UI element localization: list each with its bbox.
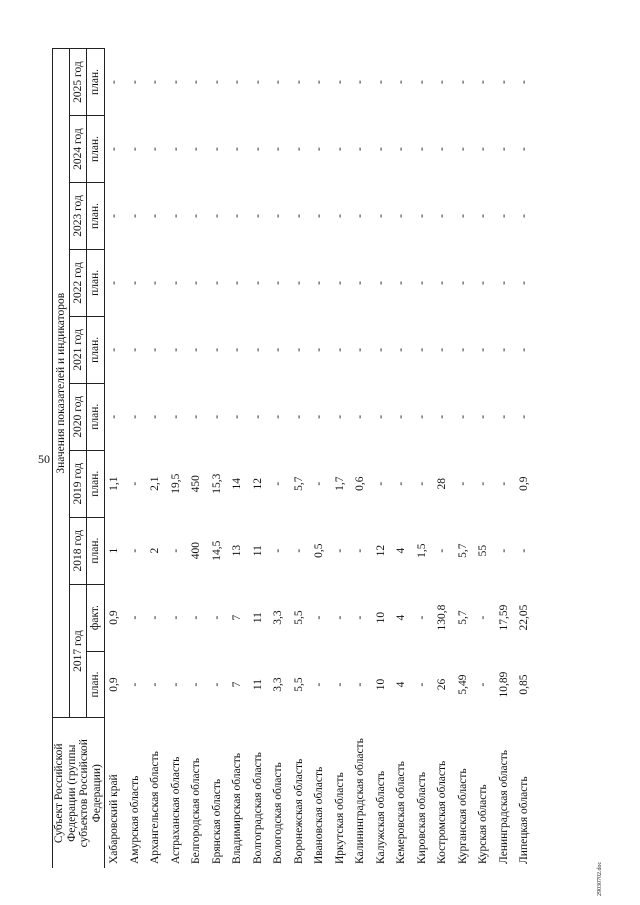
region-name: Иркутская область xyxy=(333,772,346,864)
value-cell: - xyxy=(354,147,367,151)
value-cell: - xyxy=(272,548,285,553)
region-name: Липецкая область xyxy=(518,776,531,864)
value-cell: - xyxy=(251,414,264,419)
value-cell: - xyxy=(108,280,121,285)
table-row xyxy=(187,49,208,869)
value-cell: - xyxy=(210,682,223,687)
value-cell: 4 xyxy=(395,681,408,688)
value-cell: - xyxy=(436,414,449,419)
value-cell: - xyxy=(395,481,408,486)
value-cell: - xyxy=(477,80,490,84)
value-cell: - xyxy=(231,347,244,352)
value-cell: - xyxy=(190,615,203,620)
value-cell: - xyxy=(497,214,510,218)
value-cell: - xyxy=(128,280,141,285)
value-cell: 5,49 xyxy=(456,674,469,695)
value-cell: 5,7 xyxy=(456,610,469,625)
value-cell: 26 xyxy=(436,678,449,691)
table-row xyxy=(351,49,372,869)
value-cell: - xyxy=(169,615,182,620)
value-cell: - xyxy=(108,147,121,151)
value-cell: - xyxy=(477,481,490,486)
value-cell: - xyxy=(354,414,367,419)
value-cell: - xyxy=(518,414,531,419)
value-cell: - xyxy=(395,214,408,218)
value-cell: - xyxy=(477,347,490,352)
value-cell: - xyxy=(313,214,326,218)
value-cell: - xyxy=(456,80,469,84)
value-cell: - xyxy=(149,214,162,218)
value-cell: 0,9 xyxy=(108,677,121,692)
value-cell: - xyxy=(333,147,346,151)
value-cell: - xyxy=(190,682,203,687)
value-cell: 11 xyxy=(251,612,264,624)
subheader-cell: факт. xyxy=(87,584,104,651)
value-cell: - xyxy=(518,147,531,151)
year-header: 2023 год xyxy=(70,183,87,250)
value-cell: - xyxy=(128,682,141,687)
value-cell: - xyxy=(190,347,203,352)
value-cell: 1 xyxy=(108,547,121,554)
value-cell: 4 xyxy=(395,547,408,554)
value-cell: - xyxy=(169,80,182,84)
table-row xyxy=(330,49,351,869)
value-cell: - xyxy=(149,147,162,151)
value-cell: - xyxy=(272,414,285,419)
year-header: 2018 год xyxy=(70,517,87,584)
value-cell: - xyxy=(354,80,367,84)
value-cell: - xyxy=(374,414,387,419)
value-cell: - xyxy=(456,147,469,151)
value-cell: - xyxy=(292,347,305,352)
table-row xyxy=(392,49,413,869)
subheader-cell: план. xyxy=(87,116,104,183)
value-cell: - xyxy=(292,280,305,285)
value-cell: - xyxy=(231,80,244,84)
value-cell: - xyxy=(354,548,367,553)
value-cell: - xyxy=(251,347,264,352)
subject-header: Субъект Российской Федерации (группы субъектов Российской Федерации) xyxy=(53,718,105,868)
value-cell: - xyxy=(415,147,428,151)
value-cell: - xyxy=(415,615,428,620)
table-row xyxy=(433,49,454,869)
value-cell: - xyxy=(497,80,510,84)
value-cell: - xyxy=(128,80,141,84)
value-cell: - xyxy=(169,214,182,218)
value-cell: 12 xyxy=(251,477,264,490)
table-row xyxy=(146,49,167,869)
value-cell: 1,1 xyxy=(108,476,121,491)
value-cell: 0,85 xyxy=(518,674,531,695)
value-cell: 400 xyxy=(190,542,203,560)
value-cell: - xyxy=(313,280,326,285)
page-number: 50 xyxy=(38,452,50,466)
value-cell: 10 xyxy=(374,611,387,624)
region-name: Астраханская область xyxy=(169,756,182,864)
value-cell: - xyxy=(456,414,469,419)
value-cell: - xyxy=(169,682,182,687)
value-cell: 10,89 xyxy=(497,671,510,698)
value-cell: - xyxy=(477,615,490,620)
subheader-cell: план. xyxy=(87,49,104,116)
region-name: Архангельская область xyxy=(149,751,162,864)
value-cell: - xyxy=(456,347,469,352)
value-cell: - xyxy=(251,80,264,84)
value-cell: - xyxy=(128,615,141,620)
value-cell: - xyxy=(169,347,182,352)
table-row xyxy=(125,49,146,869)
year-header: 2025 год xyxy=(70,49,87,116)
value-cell: 12 xyxy=(374,544,387,557)
value-cell: 7 xyxy=(231,614,244,621)
region-name: Ивановская область xyxy=(313,766,326,864)
region-name: Кемеровская область xyxy=(395,761,408,864)
region-name: Калининградская область xyxy=(354,738,367,864)
value-cell: 0,9 xyxy=(518,476,531,491)
region-name: Кировская область xyxy=(415,771,428,864)
subheader-cell: план. xyxy=(87,651,104,718)
year-header: 2022 год xyxy=(70,249,87,316)
region-name: Хабаровский край xyxy=(108,774,121,864)
value-cell: - xyxy=(210,80,223,84)
table-row xyxy=(207,49,228,869)
value-cell: - xyxy=(210,615,223,620)
value-cell: - xyxy=(354,615,367,620)
value-cell: - xyxy=(128,548,141,553)
value-cell: 19,5 xyxy=(169,473,182,494)
value-cell: - xyxy=(190,147,203,151)
value-cell: - xyxy=(292,548,305,553)
region-name: Воронежская область xyxy=(292,758,305,864)
value-cell: - xyxy=(313,481,326,486)
value-cell: - xyxy=(210,414,223,419)
value-cell: - xyxy=(333,214,346,218)
value-cell: 10 xyxy=(374,678,387,691)
table-row xyxy=(310,49,331,869)
region-name: Ленинградская область xyxy=(497,749,510,864)
value-cell: - xyxy=(395,347,408,352)
value-cell: - xyxy=(374,147,387,151)
value-cell: - xyxy=(313,347,326,352)
value-cell: - xyxy=(251,214,264,218)
value-cell: 0,6 xyxy=(354,476,367,491)
value-cell: 2 xyxy=(149,547,162,554)
table-header xyxy=(53,49,105,869)
region-name: Костромская область xyxy=(436,760,449,864)
table-row xyxy=(371,49,392,869)
value-cell: - xyxy=(231,414,244,419)
table-row xyxy=(228,49,249,869)
table-body xyxy=(104,49,535,869)
value-cell: - xyxy=(292,147,305,151)
region-name: Курская область xyxy=(477,784,490,864)
subheader-cell: план. xyxy=(87,450,104,517)
value-cell: - xyxy=(149,414,162,419)
value-cell: - xyxy=(251,147,264,151)
value-cell: - xyxy=(436,147,449,151)
value-cell: - xyxy=(231,214,244,218)
value-cell: - xyxy=(128,347,141,352)
value-cell: - xyxy=(395,280,408,285)
indicators-table xyxy=(52,48,535,868)
value-cell: - xyxy=(436,80,449,84)
value-cell: - xyxy=(497,347,510,352)
value-cell: 17,59 xyxy=(497,604,510,631)
region-name: Белгородская область xyxy=(190,758,203,864)
value-cell: - xyxy=(518,347,531,352)
value-cell: - xyxy=(395,414,408,419)
value-cell: - xyxy=(333,347,346,352)
value-cell: 1,5 xyxy=(415,543,428,558)
table-row xyxy=(515,49,536,869)
value-cell: - xyxy=(333,280,346,285)
value-cell: - xyxy=(108,80,121,84)
value-cell: - xyxy=(128,414,141,419)
value-cell: - xyxy=(128,214,141,218)
value-cell: - xyxy=(333,414,346,419)
table-row xyxy=(248,49,269,869)
value-cell: - xyxy=(497,280,510,285)
value-cell: - xyxy=(292,414,305,419)
value-cell: - xyxy=(436,347,449,352)
value-cell: 450 xyxy=(190,475,203,493)
value-cell: 2,1 xyxy=(149,476,162,491)
table-row xyxy=(289,49,310,869)
value-cell: - xyxy=(149,347,162,352)
value-cell: 28 xyxy=(436,477,449,490)
table-row xyxy=(494,49,515,869)
region-name: Брянская область xyxy=(210,778,223,864)
value-cell: - xyxy=(210,280,223,285)
value-cell: - xyxy=(415,481,428,486)
value-cell: - xyxy=(497,147,510,151)
value-cell: - xyxy=(190,280,203,285)
value-cell: - xyxy=(395,80,408,84)
value-cell: - xyxy=(477,414,490,419)
value-cell: - xyxy=(251,280,264,285)
value-cell: - xyxy=(108,347,121,352)
year-header: 2019 год xyxy=(70,450,87,517)
value-cell: - xyxy=(497,548,510,553)
value-cell: - xyxy=(210,214,223,218)
value-cell: 55 xyxy=(477,544,490,557)
year-header: 2024 год xyxy=(70,116,87,183)
value-cell: - xyxy=(333,682,346,687)
value-cell: - xyxy=(456,481,469,486)
region-name: Калужская область xyxy=(374,770,387,864)
value-cell: - xyxy=(108,414,121,419)
region-name: Курганская область xyxy=(456,768,469,864)
year-header: 2020 год xyxy=(70,383,87,450)
value-cell: - xyxy=(477,682,490,687)
value-cell: - xyxy=(149,682,162,687)
value-cell: - xyxy=(272,80,285,84)
value-cell: - xyxy=(354,280,367,285)
value-cell: 14,5 xyxy=(210,540,223,561)
value-cell: - xyxy=(292,214,305,218)
table-row xyxy=(412,49,433,869)
value-cell: - xyxy=(333,615,346,620)
value-cell: - xyxy=(333,80,346,84)
value-cell: - xyxy=(497,481,510,486)
value-cell: 3,3 xyxy=(272,610,285,625)
values-header: Значения показателей и индикаторов xyxy=(53,49,70,719)
value-cell: - xyxy=(313,615,326,620)
value-cell: - xyxy=(415,347,428,352)
value-cell: 5,7 xyxy=(456,543,469,558)
value-cell: - xyxy=(272,347,285,352)
year-header: 2017 год xyxy=(70,584,87,718)
value-cell: - xyxy=(354,682,367,687)
value-cell: - xyxy=(374,214,387,218)
value-cell: - xyxy=(477,280,490,285)
region-name: Владимирская область xyxy=(231,752,244,864)
value-cell: - xyxy=(518,280,531,285)
table-row xyxy=(474,49,495,869)
value-cell: - xyxy=(395,147,408,151)
region-name: Амурская область xyxy=(128,775,141,864)
value-cell: - xyxy=(231,147,244,151)
value-cell: 22,05 xyxy=(518,604,531,631)
value-cell: 11 xyxy=(251,545,264,557)
value-cell: 3,3 xyxy=(272,677,285,692)
value-cell: - xyxy=(190,414,203,419)
value-cell: - xyxy=(190,80,203,84)
value-cell: - xyxy=(169,147,182,151)
value-cell: - xyxy=(354,214,367,218)
value-cell: - xyxy=(477,214,490,218)
value-cell: - xyxy=(272,214,285,218)
value-cell: - xyxy=(292,80,305,84)
value-cell: - xyxy=(272,481,285,486)
value-cell: - xyxy=(313,414,326,419)
value-cell: - xyxy=(313,682,326,687)
value-cell: - xyxy=(415,280,428,285)
value-cell: - xyxy=(415,214,428,218)
year-header: 2021 год xyxy=(70,316,87,383)
value-cell: 5,5 xyxy=(292,677,305,692)
value-cell: - xyxy=(415,414,428,419)
value-cell: - xyxy=(169,280,182,285)
value-cell: - xyxy=(374,347,387,352)
value-cell: - xyxy=(128,147,141,151)
subheader-cell: план. xyxy=(87,383,104,450)
region-name: Волгоградская область xyxy=(251,752,264,864)
table-row xyxy=(269,49,290,869)
value-cell: - xyxy=(313,80,326,84)
value-cell: - xyxy=(374,80,387,84)
value-cell: - xyxy=(374,481,387,486)
subheader-cell: план. xyxy=(87,517,104,584)
value-cell: - xyxy=(231,280,244,285)
value-cell: - xyxy=(210,147,223,151)
value-cell: - xyxy=(128,481,141,486)
value-cell: 15,3 xyxy=(210,473,223,494)
value-cell: 4 xyxy=(395,614,408,621)
rotated-table-container xyxy=(52,48,620,868)
value-cell: 130,8 xyxy=(436,604,449,631)
table-row xyxy=(104,49,125,869)
value-cell: - xyxy=(272,280,285,285)
subheader-cell: план. xyxy=(87,316,104,383)
value-cell: - xyxy=(518,214,531,218)
value-cell: 11 xyxy=(251,679,264,691)
value-cell: 7 xyxy=(231,681,244,688)
value-cell: - xyxy=(518,80,531,84)
value-cell: - xyxy=(190,214,203,218)
value-cell: - xyxy=(456,214,469,218)
value-cell: - xyxy=(272,147,285,151)
value-cell: - xyxy=(169,414,182,419)
value-cell: 0,9 xyxy=(108,610,121,625)
value-cell: 5,5 xyxy=(292,610,305,625)
table-row xyxy=(453,49,474,869)
value-cell: - xyxy=(436,214,449,218)
value-cell: - xyxy=(374,280,387,285)
value-cell: 5,7 xyxy=(292,476,305,491)
footer-code: 29030702.doc xyxy=(597,861,603,896)
value-cell: - xyxy=(169,548,182,553)
value-cell: 1,7 xyxy=(333,476,346,491)
value-cell: - xyxy=(108,214,121,218)
value-cell: - xyxy=(436,548,449,553)
value-cell: 0,5 xyxy=(313,543,326,558)
region-name: Вологодская область xyxy=(272,762,285,864)
value-cell: - xyxy=(497,414,510,419)
subheader-cell: план. xyxy=(87,249,104,316)
value-cell: - xyxy=(149,615,162,620)
value-cell: - xyxy=(518,548,531,553)
value-cell: - xyxy=(333,548,346,553)
value-cell: - xyxy=(456,280,469,285)
value-cell: - xyxy=(149,80,162,84)
value-cell: - xyxy=(436,280,449,285)
value-cell: 13 xyxy=(231,544,244,557)
table-row xyxy=(166,49,187,869)
value-cell: - xyxy=(313,147,326,151)
value-cell: - xyxy=(354,347,367,352)
value-cell: - xyxy=(210,347,223,352)
subheader-cell: план. xyxy=(87,183,104,250)
value-cell: - xyxy=(415,682,428,687)
value-cell: - xyxy=(477,147,490,151)
value-cell: 14 xyxy=(231,477,244,490)
value-cell: - xyxy=(149,280,162,285)
value-cell: - xyxy=(415,80,428,84)
